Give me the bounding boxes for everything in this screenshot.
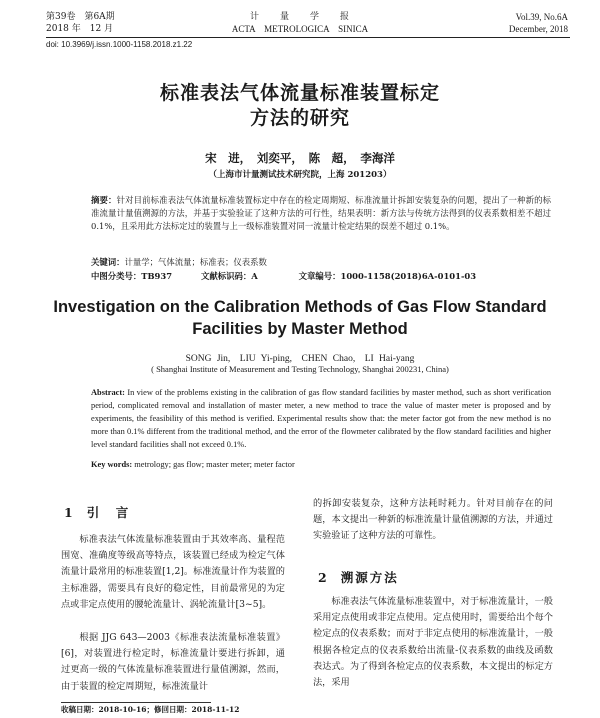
clc-value: TB937 [141, 271, 173, 281]
section1-number: 1 [64, 505, 73, 520]
date-cn: 2018 年 12 月 [46, 24, 114, 34]
title-cn-line1: 标准表法气体流量标准装置标定 [159, 82, 440, 104]
section2-number: 2 [318, 570, 327, 585]
authors-cn: 宋 进， 刘奕平， 陈 超， 李海洋 [205, 151, 395, 165]
title-en-line2: Facilities by Master Method [192, 320, 408, 338]
section1-title: 引 言 [86, 505, 131, 520]
abstract-en [91, 386, 551, 451]
abstract-cn-text: 针对目前标准表法气体流量标准装置标定中存在的检定周期短、标准流量计拆卸安装复杂的问题，提出了一种新的标准流量计量值溯源的方法，并基于实验验证了这种方法的可行性，结果表明：新方法与传统方法得到的仪表系数相差不超过 0.1%，且采用此方法标定过的装置与上一级标准装置对同一流量计检定结果的误差不超过 0.1%。 [91, 195, 552, 231]
keywords-cn [91, 256, 551, 269]
keywords-cn-text: 计量学；气体流量；标准表；仪表系数 [124, 257, 267, 267]
volume-cn: 第39卷 第6A期 [46, 12, 115, 22]
article-no-value: 1000-1158(2018)6A-0101-03 [340, 271, 477, 281]
title-cn-line2: 方法的研究 [249, 107, 350, 129]
article-no-label: 文章编号： [298, 271, 341, 281]
title-en-line1: Investigation on the Calibration Methods of Gas Flow Standard [53, 298, 547, 316]
abstract-en-text: In view of the problems existing in the calibration of gas flow standard facilities by master method, such as short verification period, complicated removal and installation of master meter, a new method to trace the value of master meter is proposed and by experiments, the feasibility of this method is verified. Experimental results show that: the meter factor got from the new method is no more than 0.1% different from the traditional method, and the error of the flowmeter calibrated by the flow standard facilities and higher level standard facilities shall not exceed 0.1%. [91, 388, 552, 449]
keywords-en-label: Key words: [91, 460, 133, 469]
abstract-cn-label: 摘要： [91, 195, 117, 205]
doc-code-label: 文献标识码： [200, 271, 252, 281]
keywords-en [91, 460, 551, 469]
section2-heading [318, 568, 399, 586]
date-en: December, 2018 [508, 24, 568, 34]
revised-value: 2018-11-12 [191, 705, 240, 714]
footer-dates: 收稿日期：2018-10-16；修回日期：2018-11-12 [61, 705, 240, 714]
abstract-en-label: Abstract: [91, 388, 125, 397]
header-rule [46, 37, 570, 38]
affiliation-en: ( Shanghai Institute of Measurement and Testing Technology, Shanghai 200231, China) [151, 364, 449, 374]
section2-title: 溯源方法 [340, 570, 399, 585]
volume-en: Vol.39, No.6A [515, 12, 568, 22]
revised-label: 修回日期： [153, 705, 192, 714]
section1-para2: 根据 JJG 643—2003《标准表法流量标准装置》[6]，对装置进行检定时，标准流量计要进行拆卸，通过更高一级的气体流量标准装置进行量值溯源，然而，由于装置的检定周期短，标准流量计 [61, 632, 285, 692]
received-label: 收稿日期： [61, 705, 99, 714]
footer-rule [61, 702, 211, 703]
col2-para: 的拆卸安装复杂，这种方法耗时耗力。针对目前存在的问题，本文提出一种新的标准流量计量值溯源的方法，并通过实验验证了这种方法的可靠性。 [313, 498, 553, 542]
abstract-cn [91, 194, 551, 232]
section1-heading [64, 503, 130, 521]
clc-label: 中图分类号： [91, 271, 142, 281]
journal-cn: 计 量 学 报 [249, 12, 350, 22]
affiliation-cn: （上海市计量测试技术研究院，上海 201203） [208, 170, 392, 180]
authors-en: SONG Jin, LIU Yi-ping, CHEN Chao, LI Hai-yang [185, 354, 415, 364]
meta-cn [91, 270, 551, 283]
received-value: 2018-10-16 [98, 705, 147, 714]
section2-para1: 标准表法气体流量标准装置中，对于标准流量计，一般采用定点使用或非定点使用。定点使用时，需要给出个每个检定点的仪表系数；而对于非定点使用的标准流量计，一般根据各检定点的仪表系数给出流量-仪表系数的曲线及函数表达式。为了得到各检定点的仪表系数，本文提出的标定方法，采用 [313, 596, 553, 689]
journal-en: ACTA METROLOGICA SINICA [231, 24, 369, 34]
doi: doi: 10.3969/j.issn.1000-1158.2018.z1.22 [46, 40, 193, 49]
keywords-cn-label: 关键词： [91, 257, 125, 267]
doc-code-value: A [251, 271, 258, 281]
keywords-en-text: metrology; gas flow; master meter; meter factor [134, 460, 295, 469]
section1-para1: 标准表法气体流量标准装置由于其效率高、量程范围宽、准确度等级高等特点，该装置已经成为检定气体流量计最常用的标准装置[1,2]。标准流量计作为装置的主标准器，需要具有良好的稳定性，目前最常见的为定点或非定点使用的腰轮流量计、涡轮流量计[3~5]。 [61, 534, 285, 610]
